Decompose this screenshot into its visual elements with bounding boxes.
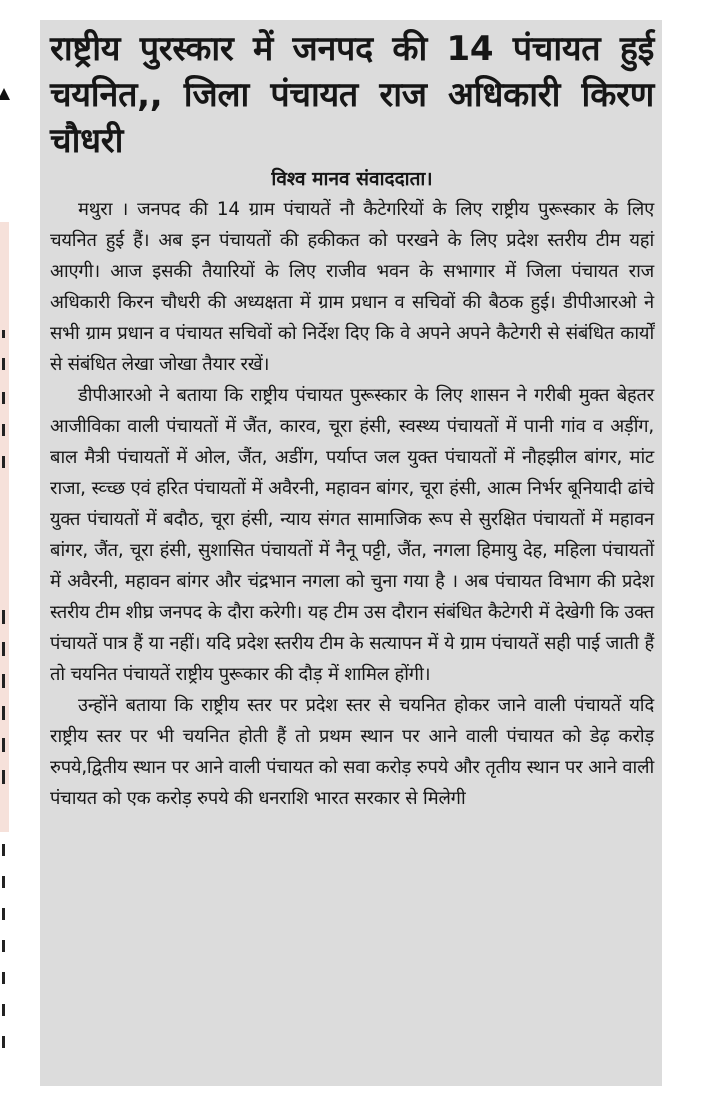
article-byline: विश्व मानव संवाददाता।	[271, 168, 433, 190]
adjacent-text-fragment	[2, 940, 5, 952]
adjacent-text-fragment	[2, 706, 5, 720]
article-paragraph-1: मथुरा । जनपद की 14 ग्राम पंचायतें नौ कैटेगरियों के लिए राष्ट्रीय पुरूस्कार के लिए चयनित हुई हैं। अब इन पंचायतों की हकीकत को परखने के लिए प्रदेश स्तरीय टीम यहां आएगी। आज इसकी तैयारियों के लिए राजीव भवन के सभागार में जिला पंचायत राज अधिकारी किरन चौधरी की अध्यक्षता में ग्राम प्रधान व सचिवों की बैठक हुई। डीपीआरओ ने सभी ग्राम प्रधान व पंचायत सचिवों को निर्देश दिए कि वे अपने अपने कैटेगरी से संबंधित कार्यों से संबंधित लेखा जोखा तैयार रखें।	[50, 199, 654, 375]
adjacent-text-fragment	[2, 642, 5, 656]
article-paragraph-2: डीपीआरओ ने बताया कि राष्ट्रीय पंचायत पुरूस्कार के लिए शासन ने गरीबी मुक्त बेहतर आजीविका वाली पंचायतों में जैंत, कारव, चूरा हंसी, स्वस्थ्य पंचायतों में पानी गांव व अड़ींग, बाल मैत्री पंचायतों में ओल, जैंत, अडींग, पर्याप्त जल युक्त पंचायतों में नौहझील बांगर, मांट राजा, स्व्च्छ एवं हरित पंचायतों में अवैरनी, महावन बांगर, चूरा हंसी, आत्म निर्भर बूनियादी ढांचे युक्त पंचायतों में बदौठ, चूरा हंसी, न्याय संगत सामाजिक रूप से सुरक्षित पंचायतों में महावन बांगर, जैंत, चूरा हंसी, सुशासित पंचायतों में नैनू पट्टी, जैंत, नगला हिमायु देह, महिला पंचायतों में अवैरनी, महावन बांगर और चंद्रभान नगला को चुना गया है । अब पंचायत विभाग की प्रदेश स्तरीय टीम शीघ्र जनपद के दौरा करेगी। यह टीम उस दौरान संबंधित कैटेगरी में देखेगी कि उक्त पंचायतें पात्र हैं या नहीं। यदि प्रदेश स्तरीय टीम के सत्यापन में ये ग्राम पंचायतें सही पाई जाती हैं तो चयनित पंचायतें राष्ट्रीय पुरूकार की दौड़ में शामिल होंगी।	[50, 385, 654, 685]
triangle-marker-icon	[0, 88, 10, 100]
adjacent-text-fragment	[2, 876, 5, 888]
headline-line-1: राष्ट्रीय पुरस्कार में जनपद की 14 पंचायत हुई	[50, 29, 654, 69]
article-headline	[50, 26, 654, 164]
adjacent-text-fragment	[2, 392, 5, 404]
adjacent-text-fragment	[2, 844, 5, 856]
adjacent-text-fragment	[2, 424, 5, 436]
adjacent-text-fragment	[2, 1036, 5, 1048]
adjacent-column-edge	[0, 0, 14, 1108]
adjacent-text-fragment	[2, 674, 5, 688]
article-paragraph-3: उन्होंने बताया कि राष्ट्रीय स्तर पर प्रदेश स्तर से चयनित होकर जाने वाली पंचायतें यदि राष्ट्रीय स्तर पर भी चयनित होती हैं तो प्रथम स्थान पर आने वाली पंचायत को डेढ़ करोड़ रुपये,द्वितीय स्थान पर आने वाली पंचायत को सवा करोड़ रुपये और तृतीय स्थान पर आने वाली पंचायत को एक करोड़ रुपये की धनराशि भारत सरकार से मिलेगी	[50, 695, 654, 809]
adjacent-text-fragment	[2, 738, 5, 752]
adjacent-text-fragment	[2, 972, 5, 984]
news-article	[40, 20, 662, 1086]
adjacent-text-fragment	[2, 770, 5, 784]
adjacent-text-fragment	[2, 1004, 5, 1016]
adjacent-text-fragment	[2, 456, 5, 468]
adjacent-text-fragment	[2, 358, 5, 370]
adjacent-text-fragment	[2, 908, 5, 920]
headline-line-2: चयनित,, जिला पंचायत राज अधिकारी किरण चौधरी	[50, 75, 654, 161]
adjacent-text-fragment	[2, 610, 5, 624]
adjacent-text-fragment	[2, 330, 5, 338]
